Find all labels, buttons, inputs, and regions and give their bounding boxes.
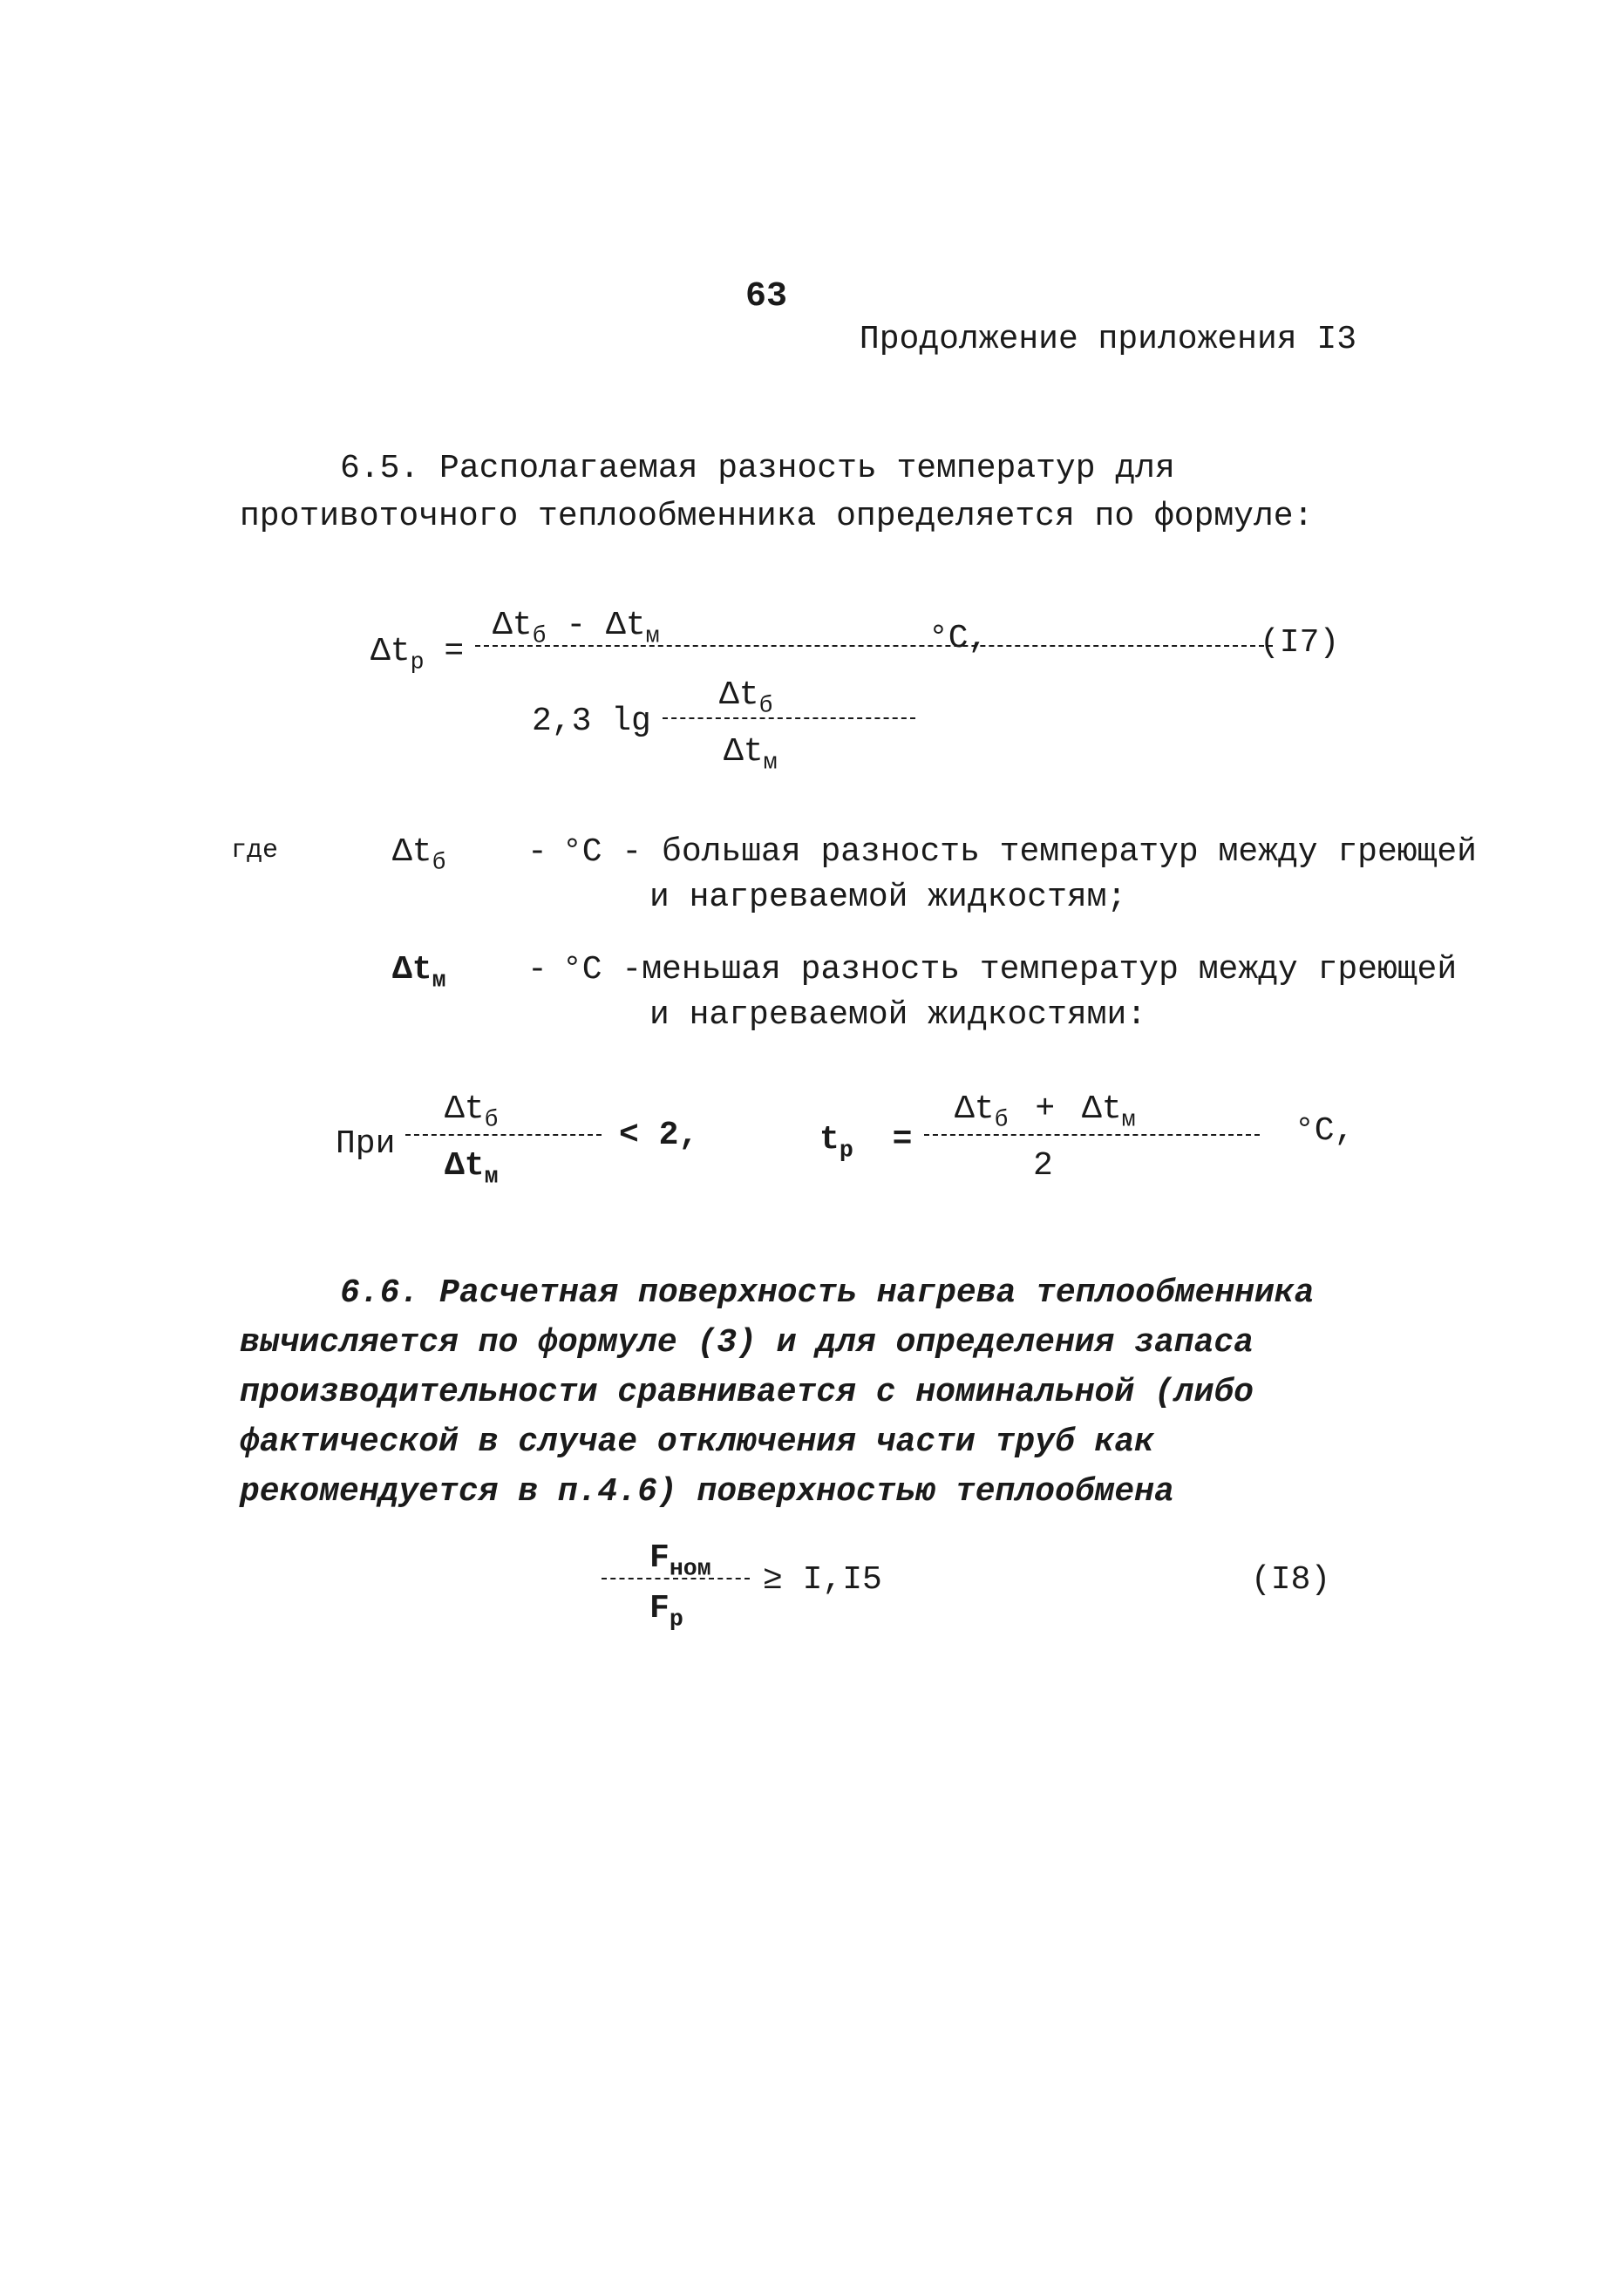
page-number: 63 (745, 277, 788, 316)
definition-delta-t-b-line2: и нагреваемой жидкостям; (649, 879, 1127, 916)
definition-delta-t-b-line1: °С - большая разность температур между греющей (562, 833, 1477, 871)
formula-18-relation: ≥ I,I5 (763, 1561, 882, 1599)
condition-rhs-denominator: 2 (1033, 1147, 1053, 1185)
formula-17-inner-denominator: $\Delta t_м$ (724, 733, 778, 776)
formula-18-numerator: $F_{ном}$ (649, 1539, 711, 1582)
formula-18 (602, 1534, 1369, 1647)
where-label: где (231, 836, 279, 866)
condition-rhs-numerator: $\Delta t_б + \Delta t_м$ (955, 1090, 1136, 1133)
section-6-5-text (240, 445, 1356, 540)
definition-delta-t-m-line2: и нагреваемой жидкостями: (649, 996, 1147, 1034)
condition-fraction-line (405, 1134, 602, 1136)
formula-17-denominator-prefix: 2,3 lg (532, 703, 651, 740)
definition-delta-t-b-symbol: $\Delta t_б$ (392, 833, 446, 876)
definition-delta-t-m-symbol: $\Delta t_м$ (392, 951, 446, 994)
definition-delta-t-m-line1: °С -меньшая разность температур между греющей (562, 951, 1458, 988)
formula-18-number: (I8) (1251, 1561, 1331, 1599)
formula-17-inner-fraction-line (663, 717, 915, 719)
section-6-6-paragraph: 6.6. Расчетная поверхность нагрева теплообменника вычисляется по формуле (3) и для определения запаса производительности сравнивается с номинальной (либо фактической в случае отключения части труб как рекомендуется в п.4.6) поверхностью теплообмена (240, 1274, 1315, 1511)
formula-18-denominator: $F_р$ (649, 1590, 683, 1633)
condition-formula (336, 1085, 1364, 1207)
condition-rhs-fraction-line (924, 1134, 1260, 1136)
formula-17-number: (I7) (1260, 624, 1340, 662)
formula-17-unit: °С, (928, 620, 989, 657)
condition-relation: < 2, (619, 1117, 699, 1154)
formula-17-lhs: $\Delta t_р$ = (371, 633, 465, 676)
formula-18-fraction-line (602, 1578, 750, 1579)
definition-delta-t-b-dash: - (527, 833, 547, 871)
condition-fraction-denominator: $\Delta t_м$ (445, 1147, 499, 1190)
formula-17-inner-numerator: $\Delta t_б$ (719, 676, 773, 719)
formula-17 (371, 601, 1364, 793)
section-6-6-text (240, 1268, 1347, 1517)
definition-delta-t-m-dash: - (527, 951, 547, 988)
condition-unit: °С, (1295, 1112, 1355, 1150)
condition-fraction-numerator: $\Delta t_б$ (445, 1090, 499, 1133)
formula-17-main-fraction-line (475, 645, 1273, 647)
section-6-5-paragraph: 6.5. Располагаемая разность температур для противоточного теплообменника определяется по формуле: (240, 450, 1314, 536)
condition-lhs: $t_р$ = (819, 1121, 913, 1164)
formula-17-numerator: $\Delta t_б - \Delta t_м$ (493, 607, 660, 649)
condition-prefix: При (336, 1125, 396, 1163)
continuation-heading: Продолжение приложения I3 (859, 321, 1356, 358)
